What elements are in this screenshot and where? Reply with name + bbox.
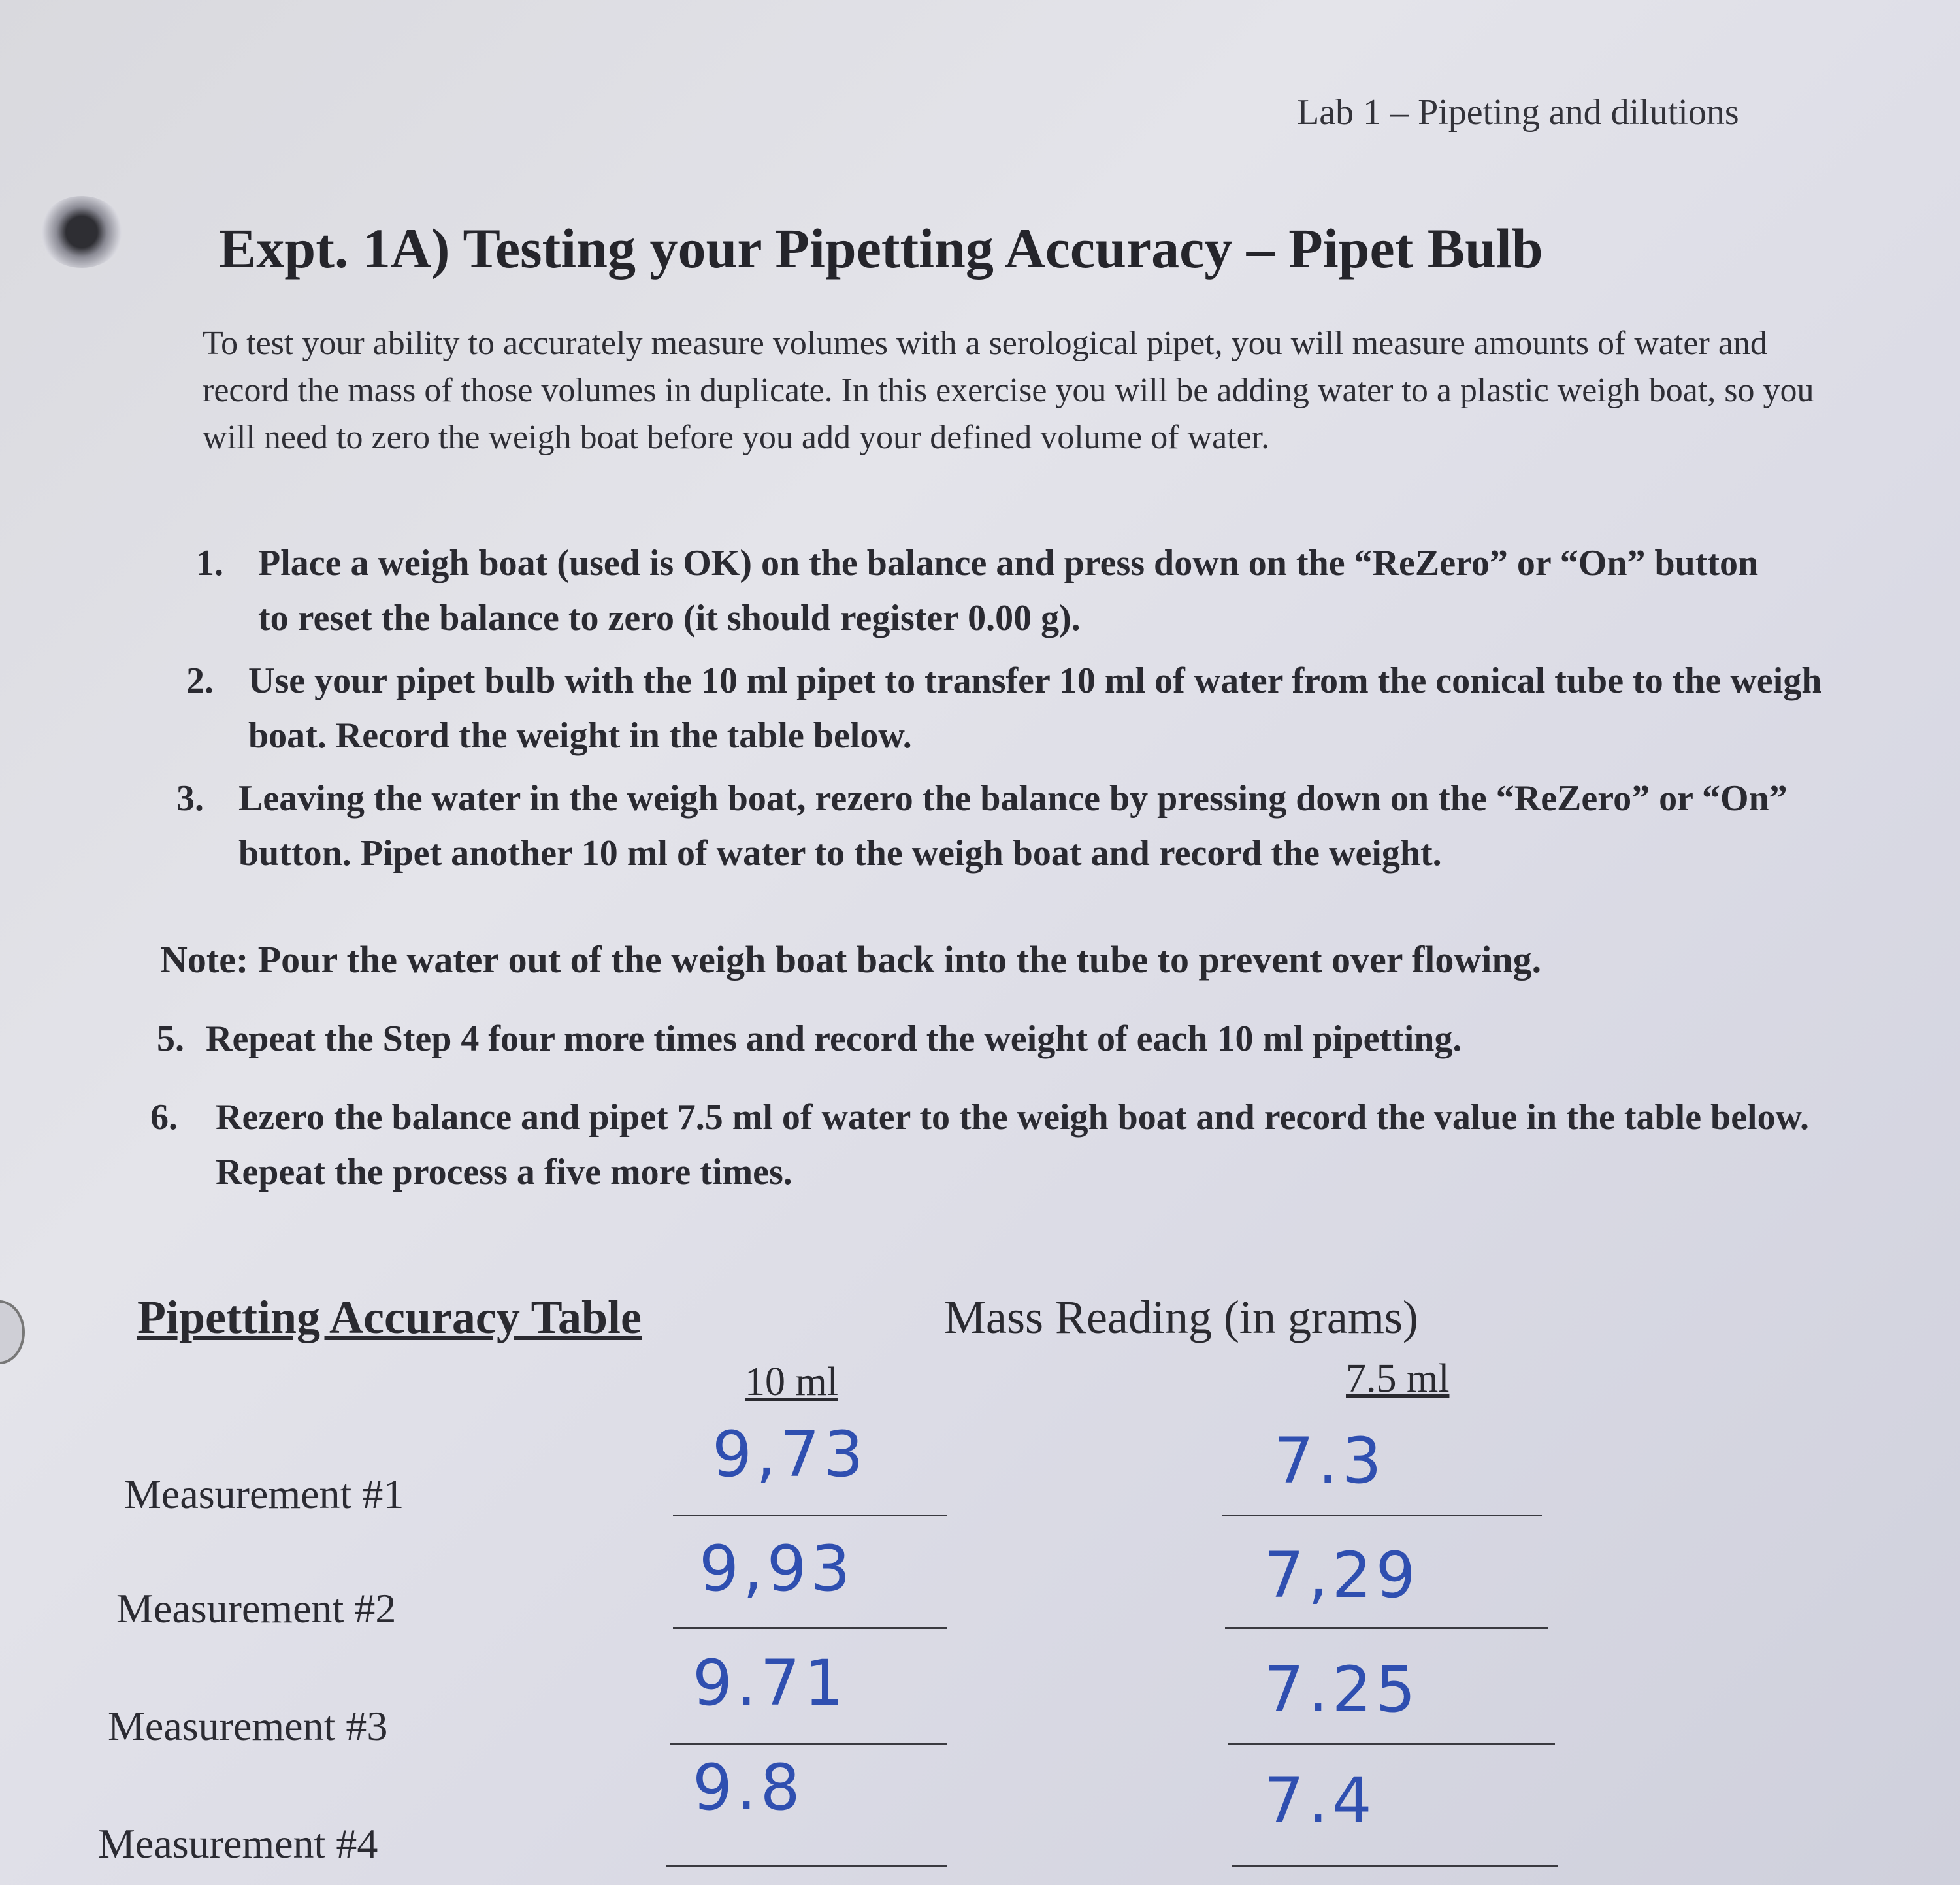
intro-paragraph: To test your ability to accurately measure volumes with a serological pipet, you will measure amounts of water and record the mass of those volumes in duplicate. In this exercise you will be adding water to a plastic weigh boat, so you will need to zero the weigh boat before you add your defined volume of water. [203,325,1814,456]
row-label: Measurement #4 [98,1820,378,1867]
step-1 [196,536,1797,646]
answer-line [673,1627,947,1629]
lab-header: Lab 1 – Pipeting and dilutions [1297,92,1739,133]
row-label: Measurement #1 [124,1471,404,1517]
answer-line [1228,1743,1555,1745]
step-5 [157,1011,1855,1066]
handwritten-value-7-5ml: 7.4 [1264,1764,1376,1837]
step-number: 6. [150,1097,178,1138]
handwritten-value-10ml: 9,73 [712,1418,868,1491]
step-text: Repeat the Step 4 four more times and record the weight of each 10 ml pipetting. [206,1019,1462,1059]
row-label: Measurement #3 [108,1703,388,1749]
step-3 [176,771,1836,881]
handwritten-value-10ml: 9.71 [693,1647,848,1720]
step-6 [150,1090,1862,1200]
column-header-10ml: 10 ml [745,1360,838,1404]
step-text: Place a weigh boat (used is OK) on the balance and press down on the “ReZero” or “On” button to reset the balance to zero (it should register 0.00 g). [258,543,1759,638]
answer-line [1225,1627,1548,1629]
note-text: Note: Pour the water out of the weigh boat back into the tube to prevent over flowing. [160,938,1542,981]
step-number: 1. [196,543,223,583]
handwritten-value-7-5ml: 7,29 [1264,1539,1420,1612]
page-title: Expt. 1A) Testing your Pipetting Accuracy – Pipet Bulb [219,217,1543,280]
binder-hole [0,1300,25,1364]
step-number: 5. [157,1019,184,1059]
answer-line [1232,1865,1558,1867]
answer-line [666,1865,947,1867]
answer-line [673,1515,947,1516]
answer-line [1222,1515,1542,1516]
handwritten-value-7-5ml: 7.3 [1274,1424,1386,1498]
handwritten-value-10ml: 9.8 [693,1751,804,1824]
mass-reading-header: Mass Reading (in grams) [944,1291,1418,1343]
binder-hole [39,196,124,268]
handwritten-value-10ml: 9,93 [699,1532,855,1605]
step-2 [186,653,1846,763]
column-header-7-5ml: 7.5 ml [1346,1356,1450,1401]
step-text: Rezero the balance and pipet 7.5 ml of water to the weigh boat and record the value in the table below. Repeat the process a five more times. [216,1097,1809,1192]
step-number: 3. [176,778,204,819]
step-text: Leaving the water in the weigh boat, rezero the balance by pressing down on the “ReZero” or “On” button. Pipet another 10 ml of water to the weigh boat and record the weight. [238,778,1788,874]
step-number: 2. [186,661,214,701]
table-title: Pipetting Accuracy Table [137,1291,642,1343]
row-label: Measurement #2 [116,1585,397,1631]
step-text: Use your pipet bulb with the 10 ml pipet to transfer 10 ml of water from the conical tube to the weigh boat. Record the weight in the table below. [248,661,1822,756]
answer-line [670,1743,947,1745]
handwritten-value-7-5ml: 7.25 [1264,1653,1420,1726]
